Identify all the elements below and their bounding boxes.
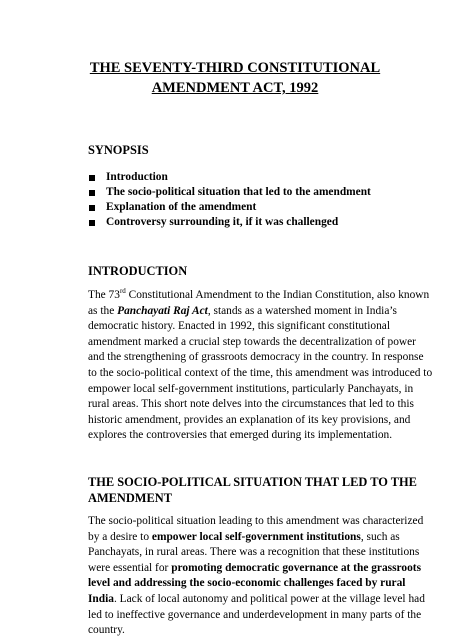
synopsis-heading: SYNOPSIS [88,143,149,157]
socio-text-d: . Lack of local autonomy and political power at the village level had led to ineffective governance and underdevelopment in many parts of the country. [88,592,425,637]
square-bullet-icon [89,205,95,211]
synopsis-item [106,185,434,200]
synopsis-item [106,215,434,230]
synopsis-item [106,200,434,215]
synopsis-item [106,170,434,185]
square-bullet-icon [89,175,95,181]
synopsis-item-label: Explanation of the amendment [106,201,257,213]
square-bullet-icon [89,190,95,196]
synopsis-item-label: Introduction [106,171,168,183]
synopsis-item-label: Controversy surrounding it, if it was challenged [106,216,339,228]
socio-political-paragraph [88,514,434,639]
intro-text-c: , stands as a watershed moment in India’s democratic history. Enacted in 1992, this significant constitutional amendment marked a crucial step towards the decentralization of power and the strengthening of grassroots democracy in the country. In response to the socio-political context of the time, this amendment was introduced to empower local self-government institutions, particularly Panchayats, in rural areas. This short note delves into the circumstances that led to this historic amendment, provides an explanation of its key provisions, and explores the controversies that emerged during its implementation. [88,304,433,442]
synopsis-list [88,170,434,230]
socio-bold-1: empower local self-government institutions [151,530,361,543]
introduction-paragraph [88,288,434,444]
document-title [36,58,434,98]
title-line-1: THE SEVENTY-THIRD CONSTITUTIONAL [89,60,381,76]
intro-text-b: Constitutional Amendment to the Indian Constitution, also known as the [88,289,430,317]
intro-emphasis: Panchayati Raj Act [117,304,208,317]
synopsis-item-label: The socio-political situation that led to the amendment [106,186,371,198]
ordinal-suffix: rd [119,287,126,296]
socio-text-c: , such as Panchayats, in rural areas. There was a recognition that these institutions were essential for [88,530,420,574]
socio-text-a: The socio-political situation leading to this amendment was characterized by a desire to [88,514,424,543]
introduction-heading: INTRODUCTION [88,264,188,278]
socio-political-heading: THE SOCIO-POLITICAL SITUATION THAT LED TO THE AMENDMENT [88,474,417,505]
square-bullet-icon [89,220,95,226]
socio-bold-2: promoting democratic governance at the grassroots level and addressing the socio-economic challenges faced by rural India [88,561,421,605]
intro-text-a: The 73 [88,289,120,301]
title-line-2: AMENDMENT ACT, 1992 [151,80,319,96]
